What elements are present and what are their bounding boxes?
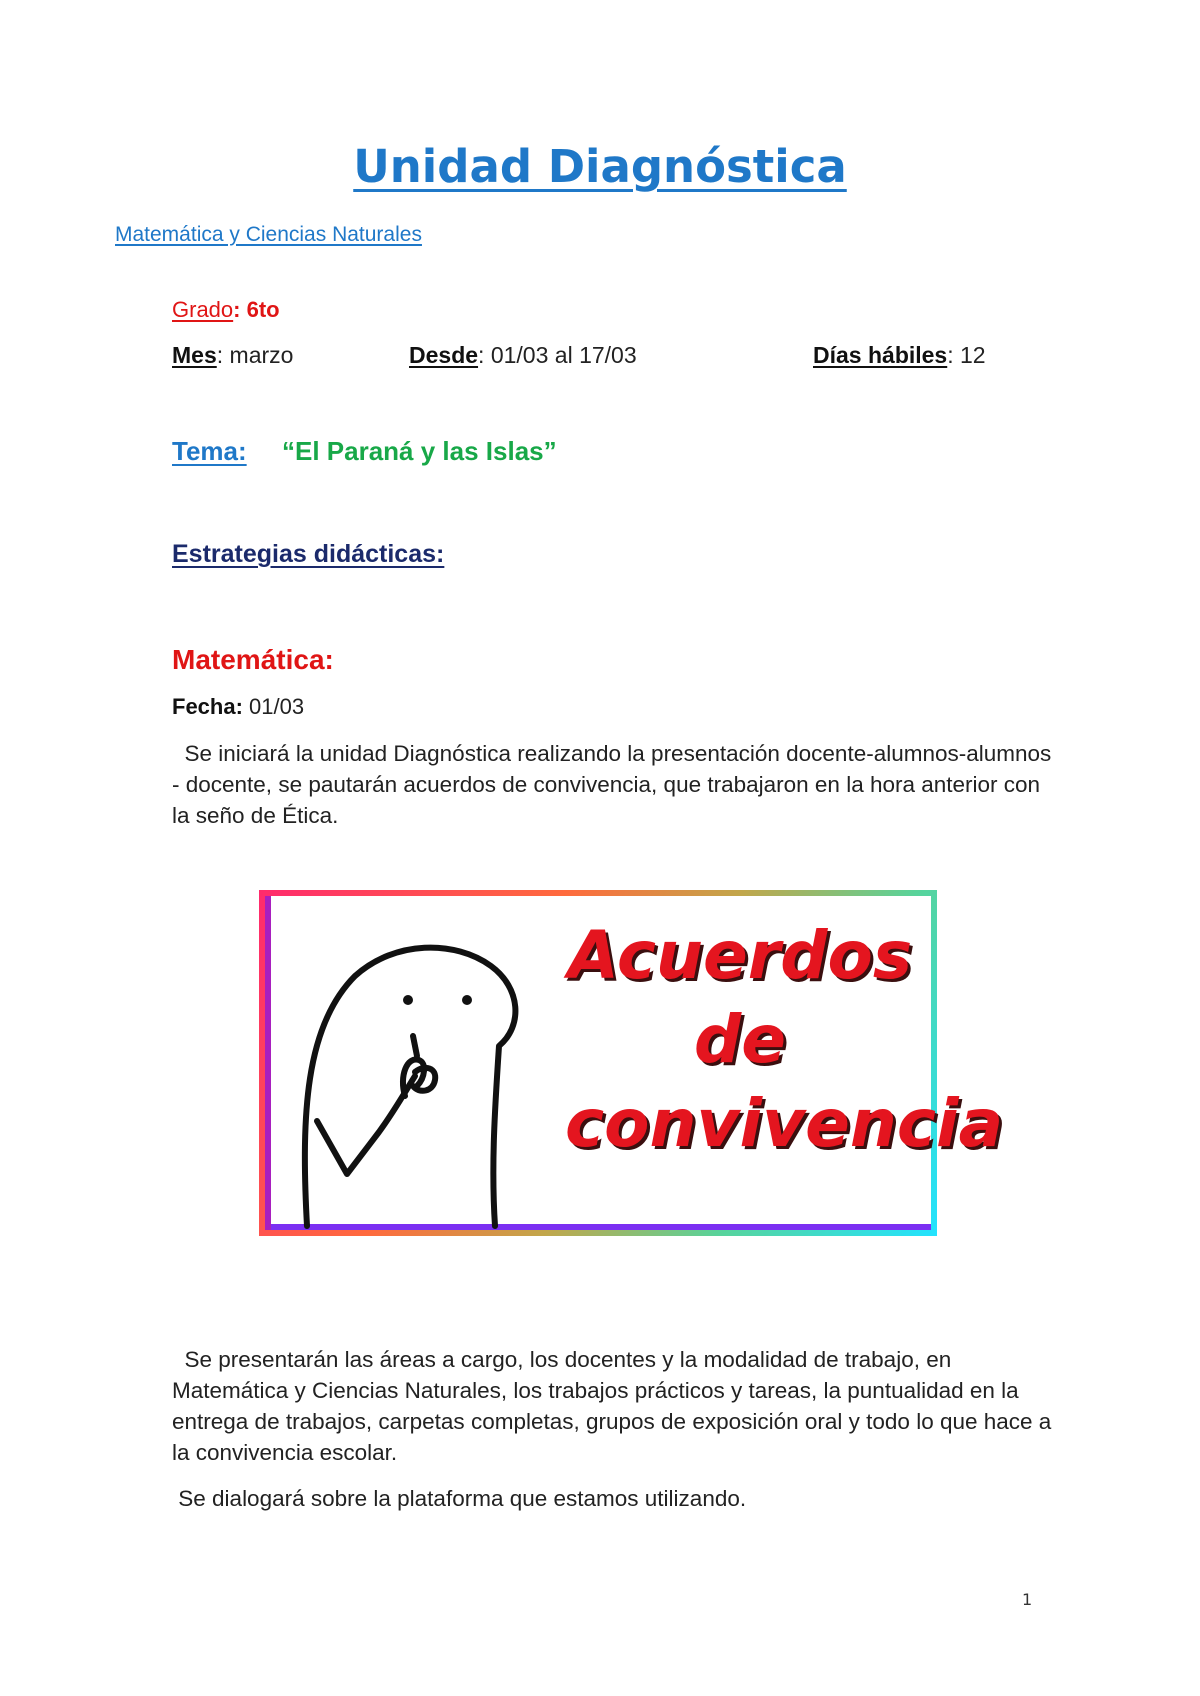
tema-label: Tema: <box>172 436 247 466</box>
page-subtitle: Matemática y Ciencias Naturales <box>115 223 422 246</box>
paragraph-plataforma: Se dialogará sobre la plataforma que estamos utilizando. <box>172 1486 747 1511</box>
flork-figure-icon <box>295 896 555 1230</box>
grado-label: Grado <box>172 297 234 322</box>
desde-line <box>409 342 637 369</box>
acuerdos-line1: Acuerdos <box>567 917 913 994</box>
fecha-label: Fecha: <box>172 694 243 719</box>
paragraph-intro: Se iniciará la unidad Diagnóstica realizando la presentación docente-alumnos-alumnos - docente, se pautarán acuerdos de convivencia, que trabajaron en la hora anterior con la seño de Ética. <box>172 741 1058 828</box>
grado-value: : 6to <box>233 297 280 322</box>
page-title: Unidad Diagnóstica <box>353 140 847 193</box>
mes-label: Mes <box>172 342 217 368</box>
paragraph-areas: Se presentarán las áreas a cargo, los docentes y la modalidad de trabajo, en Matemática y Ciencias Naturales, los trabajos prácticos y tareas, la puntualidad en la entrega de trabajos, carpetas completas, grupos de exposición oral y todo lo que hace a la convivencia escolar. <box>172 1347 1058 1465</box>
mes-value: : marzo <box>216 342 294 368</box>
dias-line <box>813 342 986 369</box>
acuerdos-line2: de <box>693 1001 786 1078</box>
desde-label: Desde <box>409 342 479 368</box>
page-number: 1 <box>1022 1590 1033 1609</box>
fecha-line <box>172 694 304 720</box>
desde-value: : 01/03 al 17/03 <box>478 342 637 368</box>
acuerdos-image <box>259 890 1004 1236</box>
acuerdos-text <box>565 914 1004 1166</box>
fecha-value: 01/03 <box>242 694 305 719</box>
dias-value: : 12 <box>947 342 986 368</box>
estrategias-heading: Estrategias didácticas: <box>172 540 445 568</box>
matematica-heading: Matemática: <box>172 644 334 675</box>
mes-line <box>172 342 293 369</box>
acuerdos-image-inner <box>265 896 1004 1230</box>
grado-line <box>172 297 280 323</box>
tema-value: “El Paraná y las Islas” <box>282 436 557 466</box>
acuerdos-line3: convivencia <box>565 1085 1004 1162</box>
dias-label: Días hábiles <box>813 342 948 368</box>
